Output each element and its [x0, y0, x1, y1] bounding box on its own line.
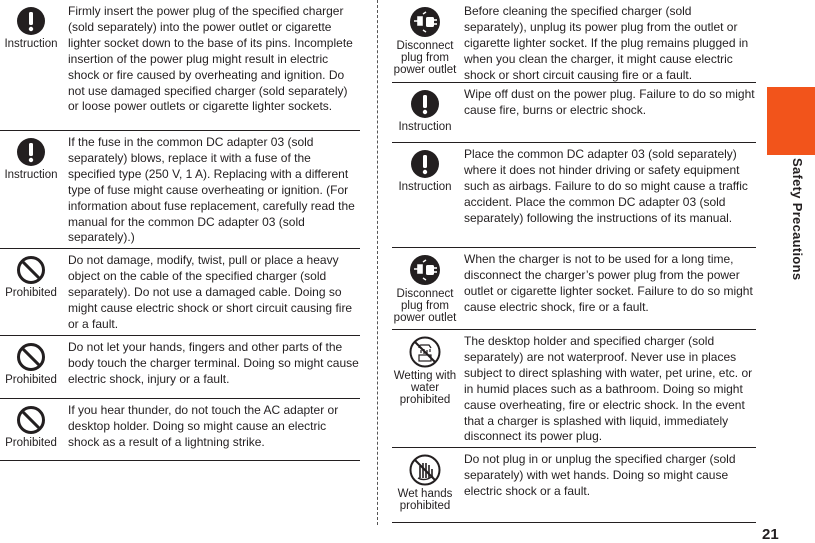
safety-entry [392, 143, 756, 248]
entry-icon-cell [0, 249, 62, 335]
entry-icon-cell [392, 330, 458, 447]
safety-entry [0, 336, 360, 399]
entry-icon-cell [392, 0, 458, 82]
entry-icon-cell [0, 399, 62, 460]
entry-label: Instruction [4, 38, 58, 50]
no-wet-hands-icon [409, 454, 441, 486]
entry-text: Wipe off dust on the power plug. Failure to do so might cause fire, burns or electric shock. [464, 87, 755, 117]
right-column [392, 0, 756, 523]
instruction-icon [16, 6, 46, 36]
entry-icon-cell [392, 448, 458, 522]
entry-label: Prohibited [5, 374, 57, 386]
prohibited-icon [16, 255, 46, 285]
prohibited-icon [16, 342, 46, 372]
entry-icon-cell [0, 0, 62, 130]
instruction-icon [16, 137, 46, 167]
instruction-icon [410, 149, 440, 179]
safety-entry [0, 399, 360, 461]
entry-label: Disconnect plug from power outlet [393, 288, 457, 324]
entry-icon-cell [392, 83, 458, 142]
entry-text: The desktop holder and specified charger (sold separately) are not waterproof. Never use in places subject to direct splashing with water, pet urine, etc. or in humid places such as a bathroom. Doing so might cause overheating, fire or electric shock. In the event that a charger is splashed with liquid, immediately disconnect its power plug. [464, 334, 753, 444]
entry-label: Instruction [4, 169, 58, 181]
safety-entry [392, 248, 756, 330]
safety-entry [392, 448, 756, 523]
entry-text: Before cleaning the specified charger (sold separately), unplug its power plug from the outlet or cigarette lighter socket. If the plug remains plugged in when you clean the charger, it might cause electric shock or short circuit causing fire or a fault. [464, 4, 749, 82]
no-water-icon [409, 336, 441, 368]
section-tab-label: Safety Precautions [790, 158, 805, 281]
entry-label: Wet hands prohibited [397, 488, 453, 512]
safety-entry [0, 249, 360, 336]
entry-text: Do not let your hands, fingers and other parts of the body touch the charger terminal. Doing so might cause electric shock, injury or a fault. [68, 340, 359, 386]
entry-label: Instruction [398, 181, 452, 193]
safety-entry [392, 0, 756, 83]
left-column [0, 0, 360, 461]
safety-entry [0, 131, 360, 249]
entry-icon-cell [392, 248, 458, 329]
entry-label: Prohibited [5, 287, 57, 299]
page-number: 21 [762, 526, 779, 543]
instruction-icon [410, 89, 440, 119]
entry-text: If the fuse in the common DC adapter 03 (sold separately) blows, replace it with a fuse of the specified type (250 V, 1 A). Replacing with a different type of fuse might cause overheating or ignition. (For information about fuse replacement, carefully read the manual for the common DC adapter 03 (sold separately).) [68, 135, 355, 245]
entry-label: Prohibited [5, 437, 57, 449]
prohibited-icon [16, 405, 46, 435]
entry-icon-cell [392, 143, 458, 247]
entry-text: Place the common DC adapter 03 (sold separately) where it does not hinder driving or safety equipment such as airbags. Failure to do so might cause a traffic accident. Place the common DC adapter 03 (sold separately) following the instructions of its manual. [464, 147, 748, 225]
entry-icon-cell [0, 336, 62, 398]
safety-entry [392, 330, 756, 448]
entry-text: Do not damage, modify, twist, pull or place a heavy object on the cable of the specified charger (sold separately). Do not use a damaged cable. Doing so might cause electric shock or short circuit causing fire or a fault. [68, 253, 353, 331]
entry-icon-cell [0, 131, 62, 248]
entry-text: If you hear thunder, do not touch the AC adapter or desktop holder. Doing so might cause an electric shock as a result of a lightning strike. [68, 403, 339, 449]
entry-text: Do not plug in or unplug the specified charger (sold separately) with wet hands. Doing so might cause electric shock or a fault. [464, 452, 736, 498]
entry-text: When the charger is not to be used for a long time, disconnect the charger’s power plug from the power outlet or cigarette lighter socket. Failure to do so might cause electric shock, fire or a fault. [464, 252, 753, 314]
entry-label: Disconnect plug from power outlet [393, 40, 457, 76]
section-tab [767, 87, 815, 155]
disconnect-plug-icon [409, 254, 441, 286]
column-divider [377, 0, 378, 525]
disconnect-plug-icon [409, 6, 441, 38]
safety-entry [0, 0, 360, 131]
entry-label: Instruction [398, 121, 452, 133]
entry-label: Wetting with water prohibited [393, 370, 457, 406]
entry-text: Firmly insert the power plug of the specified charger (sold separately) into the power outlet or cigarette lighter socket down to the base of its pins. Incomplete insertion of the power plug might result in electric shock or fire caused by overheating and ignition. Do not use damaged specified charger (sold separately) or loose power outlets or cigarette lighter sockets. [68, 4, 353, 114]
safety-entry [392, 83, 756, 143]
